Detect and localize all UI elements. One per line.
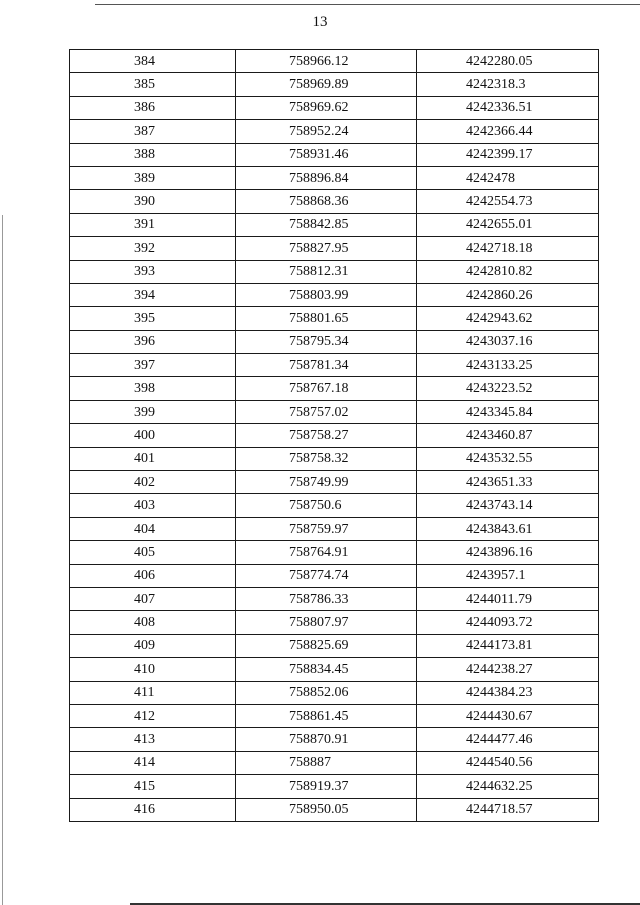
x-coordinate-cell: 758750.6 xyxy=(236,494,417,517)
point-number-cell: 404 xyxy=(70,517,236,540)
table-row xyxy=(70,260,599,283)
point-number-cell: 385 xyxy=(70,73,236,96)
y-coordinate-cell: 4243037.16 xyxy=(417,330,599,353)
table-row xyxy=(70,728,599,751)
table-row xyxy=(70,330,599,353)
point-number-cell: 392 xyxy=(70,237,236,260)
table-row xyxy=(70,775,599,798)
point-number-cell: 389 xyxy=(70,166,236,189)
x-coordinate-cell: 758842.85 xyxy=(236,213,417,236)
x-coordinate-cell: 758807.97 xyxy=(236,611,417,634)
x-coordinate-cell: 758950.05 xyxy=(236,798,417,821)
point-number-cell: 387 xyxy=(70,120,236,143)
table-row xyxy=(70,681,599,704)
table-row xyxy=(70,213,599,236)
point-number-cell: 400 xyxy=(70,424,236,447)
y-coordinate-cell: 4242478 xyxy=(417,166,599,189)
point-number-cell: 413 xyxy=(70,728,236,751)
y-coordinate-cell: 4244011.79 xyxy=(417,587,599,610)
table-row xyxy=(70,447,599,470)
point-number-cell: 409 xyxy=(70,634,236,657)
y-coordinate-cell: 4243460.87 xyxy=(417,424,599,447)
x-coordinate-cell: 758887 xyxy=(236,751,417,774)
point-number-cell: 408 xyxy=(70,611,236,634)
y-coordinate-cell: 4243896.16 xyxy=(417,541,599,564)
point-number-cell: 390 xyxy=(70,190,236,213)
point-number-cell: 407 xyxy=(70,587,236,610)
point-number-cell: 397 xyxy=(70,354,236,377)
table-row xyxy=(70,798,599,821)
table-row xyxy=(70,143,599,166)
point-number-cell: 416 xyxy=(70,798,236,821)
y-coordinate-cell: 4242280.05 xyxy=(417,50,599,73)
x-coordinate-cell: 758764.91 xyxy=(236,541,417,564)
point-number-cell: 399 xyxy=(70,400,236,423)
table-row xyxy=(70,354,599,377)
table-row xyxy=(70,494,599,517)
table-row xyxy=(70,120,599,143)
x-coordinate-cell: 758896.84 xyxy=(236,166,417,189)
point-number-cell: 388 xyxy=(70,143,236,166)
x-coordinate-cell: 758827.95 xyxy=(236,237,417,260)
x-coordinate-cell: 758781.34 xyxy=(236,354,417,377)
x-coordinate-cell: 758812.31 xyxy=(236,260,417,283)
y-coordinate-cell: 4244477.46 xyxy=(417,728,599,751)
point-number-cell: 395 xyxy=(70,307,236,330)
point-number-cell: 384 xyxy=(70,50,236,73)
x-coordinate-cell: 758825.69 xyxy=(236,634,417,657)
table-row xyxy=(70,517,599,540)
table-row xyxy=(70,50,599,73)
y-coordinate-cell: 4242943.62 xyxy=(417,307,599,330)
coordinates-table xyxy=(69,49,599,822)
x-coordinate-cell: 758852.06 xyxy=(236,681,417,704)
table-row xyxy=(70,307,599,330)
table-row xyxy=(70,587,599,610)
table-row xyxy=(70,658,599,681)
y-coordinate-cell: 4242318.3 xyxy=(417,73,599,96)
y-coordinate-cell: 4244540.56 xyxy=(417,751,599,774)
table-row xyxy=(70,190,599,213)
y-coordinate-cell: 4244384.23 xyxy=(417,681,599,704)
x-coordinate-cell: 758759.97 xyxy=(236,517,417,540)
coordinates-table-body xyxy=(70,50,599,822)
y-coordinate-cell: 4243843.61 xyxy=(417,517,599,540)
point-number-cell: 401 xyxy=(70,447,236,470)
y-coordinate-cell: 4244093.72 xyxy=(417,611,599,634)
x-coordinate-cell: 758931.46 xyxy=(236,143,417,166)
x-coordinate-cell: 758758.27 xyxy=(236,424,417,447)
table-row xyxy=(70,237,599,260)
y-coordinate-cell: 4243345.84 xyxy=(417,400,599,423)
point-number-cell: 402 xyxy=(70,471,236,494)
scan-edge-top xyxy=(95,4,640,5)
x-coordinate-cell: 758786.33 xyxy=(236,587,417,610)
y-coordinate-cell: 4242655.01 xyxy=(417,213,599,236)
y-coordinate-cell: 4244238.27 xyxy=(417,658,599,681)
point-number-cell: 396 xyxy=(70,330,236,353)
x-coordinate-cell: 758758.32 xyxy=(236,447,417,470)
x-coordinate-cell: 758767.18 xyxy=(236,377,417,400)
scan-edge-left xyxy=(2,215,3,905)
y-coordinate-cell: 4244430.67 xyxy=(417,704,599,727)
table-row xyxy=(70,96,599,119)
x-coordinate-cell: 758952.24 xyxy=(236,120,417,143)
table-row xyxy=(70,166,599,189)
table-row xyxy=(70,377,599,400)
point-number-cell: 391 xyxy=(70,213,236,236)
table-row xyxy=(70,564,599,587)
x-coordinate-cell: 758795.34 xyxy=(236,330,417,353)
y-coordinate-cell: 4243532.55 xyxy=(417,447,599,470)
table-row xyxy=(70,634,599,657)
x-coordinate-cell: 758919.37 xyxy=(236,775,417,798)
table-row xyxy=(70,611,599,634)
y-coordinate-cell: 4243743.14 xyxy=(417,494,599,517)
y-coordinate-cell: 4242554.73 xyxy=(417,190,599,213)
y-coordinate-cell: 4242810.82 xyxy=(417,260,599,283)
x-coordinate-cell: 758834.45 xyxy=(236,658,417,681)
table-row xyxy=(70,704,599,727)
point-number-cell: 412 xyxy=(70,704,236,727)
y-coordinate-cell: 4242366.44 xyxy=(417,120,599,143)
point-number-cell: 410 xyxy=(70,658,236,681)
point-number-cell: 406 xyxy=(70,564,236,587)
y-coordinate-cell: 4244632.25 xyxy=(417,775,599,798)
point-number-cell: 386 xyxy=(70,96,236,119)
point-number-cell: 411 xyxy=(70,681,236,704)
y-coordinate-cell: 4242860.26 xyxy=(417,283,599,306)
table-row xyxy=(70,73,599,96)
x-coordinate-cell: 758801.65 xyxy=(236,307,417,330)
y-coordinate-cell: 4244718.57 xyxy=(417,798,599,821)
x-coordinate-cell: 758803.99 xyxy=(236,283,417,306)
y-coordinate-cell: 4242399.17 xyxy=(417,143,599,166)
x-coordinate-cell: 758757.02 xyxy=(236,400,417,423)
table-row xyxy=(70,751,599,774)
table-row xyxy=(70,283,599,306)
point-number-cell: 403 xyxy=(70,494,236,517)
x-coordinate-cell: 758969.62 xyxy=(236,96,417,119)
point-number-cell: 393 xyxy=(70,260,236,283)
y-coordinate-cell: 4243133.25 xyxy=(417,354,599,377)
page-number: 13 xyxy=(312,14,328,30)
y-coordinate-cell: 4243651.33 xyxy=(417,471,599,494)
point-number-cell: 398 xyxy=(70,377,236,400)
x-coordinate-cell: 758870.91 xyxy=(236,728,417,751)
y-coordinate-cell: 4243223.52 xyxy=(417,377,599,400)
x-coordinate-cell: 758868.36 xyxy=(236,190,417,213)
x-coordinate-cell: 758966.12 xyxy=(236,50,417,73)
y-coordinate-cell: 4243957.1 xyxy=(417,564,599,587)
y-coordinate-cell: 4244173.81 xyxy=(417,634,599,657)
point-number-cell: 414 xyxy=(70,751,236,774)
point-number-cell: 405 xyxy=(70,541,236,564)
y-coordinate-cell: 4242336.51 xyxy=(417,96,599,119)
x-coordinate-cell: 758861.45 xyxy=(236,704,417,727)
table-row xyxy=(70,471,599,494)
table-row xyxy=(70,424,599,447)
x-coordinate-cell: 758749.99 xyxy=(236,471,417,494)
point-number-cell: 415 xyxy=(70,775,236,798)
y-coordinate-cell: 4242718.18 xyxy=(417,237,599,260)
table-row xyxy=(70,541,599,564)
point-number-cell: 394 xyxy=(70,283,236,306)
table-row xyxy=(70,400,599,423)
x-coordinate-cell: 758969.89 xyxy=(236,73,417,96)
x-coordinate-cell: 758774.74 xyxy=(236,564,417,587)
